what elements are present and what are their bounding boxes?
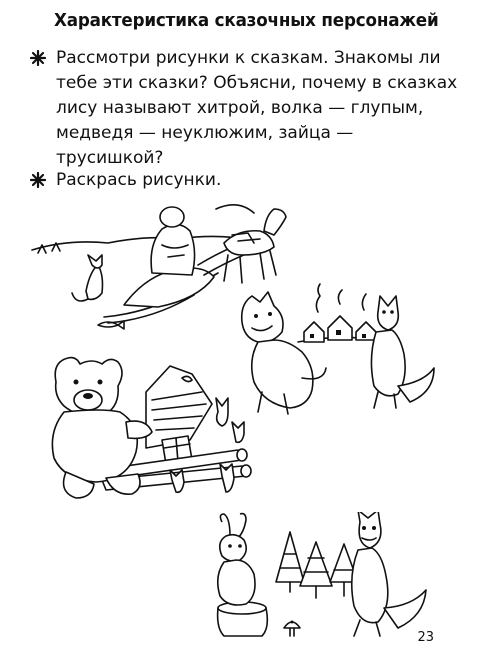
page-title: Характеристика сказочных персонажей <box>54 10 439 31</box>
task-item <box>30 46 460 171</box>
task-item <box>30 168 460 193</box>
page-number: 23 <box>417 630 434 645</box>
hare-and-fox-forest-illustration <box>200 512 432 640</box>
task-text: Раскрась рисунки. <box>56 170 222 190</box>
asterisk-bullet-icon <box>30 172 46 188</box>
bear-and-teremok-illustration <box>42 352 264 510</box>
asterisk-bullet-icon <box>30 50 46 66</box>
task-text: Рассмотри рисунки к сказкам. Знакомы ли тебе эти сказки? Объясни, почему в сказках лису называют хитрой, волка — глупым, медведя — неуклюжим, зайца — трусишкой? <box>56 48 458 168</box>
